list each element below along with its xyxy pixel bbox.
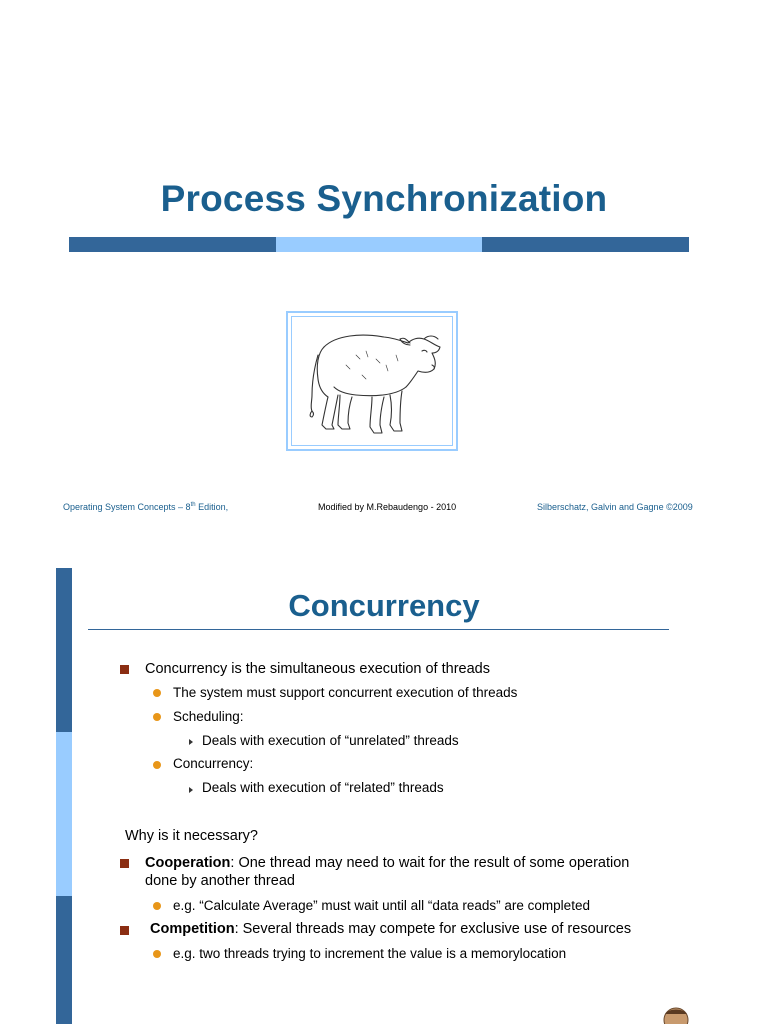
arrow-bullet-icon [189,739,193,745]
square-bullet-icon [120,926,129,935]
avatar [657,1006,695,1024]
dot-bullet-icon [153,689,161,697]
title-rule [88,629,669,630]
bar-segment-dark [482,237,689,252]
question-text: Why is it necessary? [125,828,258,844]
footer-book-title: Operating System Concepts – 8th Edition, [63,502,229,512]
footer-copyright: Silberschatz, Galvin and Gagne ©2009 [537,502,693,512]
concurrency-slide [0,568,768,1024]
slide-sidebar [56,568,72,1024]
square-bullet-icon [120,859,129,868]
bullet-text: Deals with execution of “unrelated” threads [202,733,459,748]
bullet-text: Concurrency is the simultaneous execution of threads [145,661,490,677]
bar-segment-light [276,237,482,252]
dot-bullet-icon [153,902,161,910]
cow-illustration-frame [286,311,458,451]
bullet-text: Scheduling: [173,709,244,724]
bullet-text: Deals with execution of “related” threads [202,780,444,795]
bullet-text: The system must support concurrent execution of threads [173,685,518,700]
bar-segment-dark [69,237,276,252]
dot-bullet-icon [153,713,161,721]
footer-modified-by: Modified by M.Rebaudengo - 2010 [318,502,457,512]
square-bullet-icon [120,665,129,674]
competition-text: Competition: Several threads may compete for exclusive use of resources [150,921,632,937]
competition-example: e.g. two threads trying to increment the value is a memorylocation [173,946,567,961]
slide-title: Concurrency [288,588,480,623]
dot-bullet-icon [153,950,161,958]
cooperation-example: e.g. “Calculate Average” must wait until all “data reads” are completed [173,898,590,913]
bullet-text: Concurrency: [173,756,254,771]
title-underline-bar [69,237,689,252]
cooperation-text: Cooperation: One thread may need to wait for the result of some operation [145,855,630,871]
cooperation-text-continued: done by another thread [145,873,295,889]
dot-bullet-icon [153,761,161,769]
arrow-bullet-icon [189,787,193,793]
cow-icon [306,325,442,437]
slide-title: Process Synchronization [160,178,608,219]
